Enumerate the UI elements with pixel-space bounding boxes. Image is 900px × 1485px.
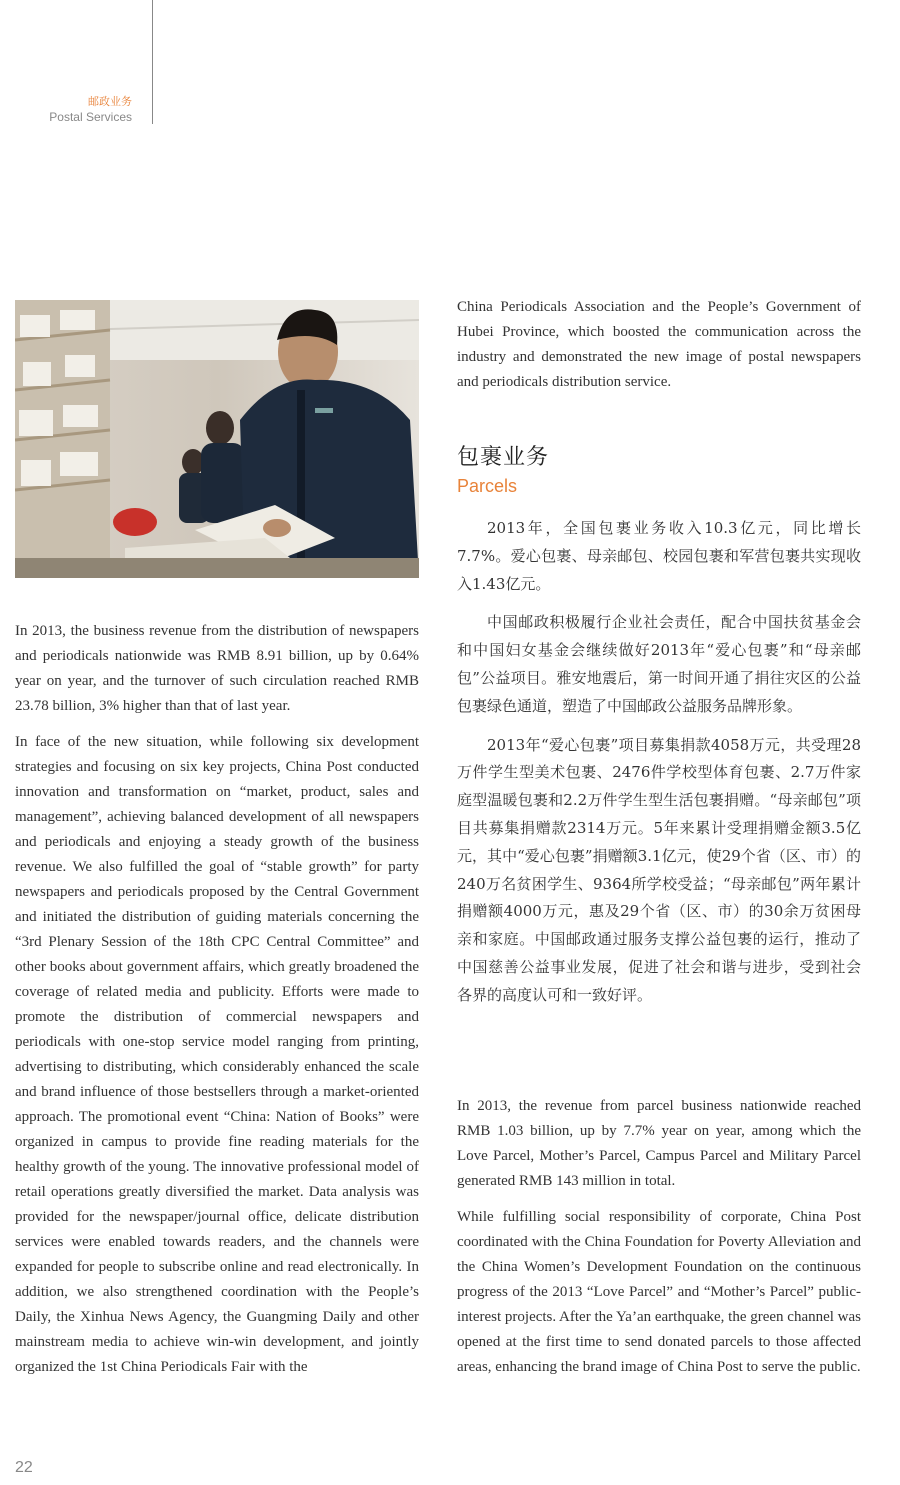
right-column-continuation bbox=[457, 295, 861, 406]
section-label-zh: 邮政业务 bbox=[88, 95, 132, 108]
left-paragraph-2: In face of the new situation, while following six development strategies and focusing on six key projects, China Post conducted innovation and transformation on “market, product, sales and management”, achieving balanced development of all newspapers and periodicals and enjoying a steady growth of the business revenue. We also fulfilled the goal of “stable growth” for party newspapers and periodicals proposed by the Central Government and initiated the distribution of guiding materials concerning the “3rd Plenary Session of the 18th CPC Central Committee” and other books about government affairs, which greatly broadened the coverage of related media and publicity. Efforts were made to promote the distribution of commercial newspapers and periodicals with one-stop service model ranging from printing, advertising to distributing, which considerably enhanced the scale and brand influence of those bestsellers through a market-oriented approach. The promotional event “China: Nation of Books” were organized in campus to provide fine reading materials for the healthy growth of the young. The innovative professional model of retail operations greatly diversified the market. Data analysis was provided for the newspaper/journal office, delicate distribution services were enabled towards readers, and the channels were expanded for people to subscribe online and read electronically. In addition, we also strengthened coordination with the People’s Daily, the Xinhua News Agency, the Guangming Daily and other mainstream media to achieve win-win development, and jointly organized the 1st China Periodicals Fair with the bbox=[15, 734, 419, 1375]
zh-paragraph-3: 2013年“爱心包裹”项目募集捐款4058万元，共受理28万件学生型美术包裹、2476件学校型体育包裹、2.7万件家庭型温暖包裹和2.2万件学生型生活包裹捐赠。“母亲邮包”项目共募集捐赠款2314万元。5年来累计受理捐赠金额3.5亿元，其中“爱心包裹”捐赠额3.1亿元，使29个省（区、市）的240万名贫困学生、9364所学校受益；“母亲邮包”两年累计捐赠额4000万元，惠及29个省（区、市）的30余万贫困母亲和家庭。中国邮政通过服务支撑公益包裹的运行，推动了中国慈善公益事业发展，促进了社会和谐与进步，受到社会各界的高度认可和一致好评。 bbox=[457, 735, 862, 1004]
continuation-paragraph: China Periodicals Association and the People’s Government of Hubei Province, which boosted the communication across the industry and demonstrated the new image of postal newspapers and periodicals distribution service. bbox=[457, 299, 861, 390]
postal-workers-photo bbox=[15, 300, 419, 578]
en-paragraph-2: While fulfilling social responsibility of corporate, China Post coordinated with the China Foundation for Poverty Alleviation and the China Women’s Development Foundation on the continuous progress of the 2013 “Love Parcel” and “Mother’s Parcel” public-interest projects. After the Ya’an earthquake, the green channel was opened at the first time to send donated parcels to those affected areas, enhancing the brand image of China Post to serve the public. bbox=[457, 1209, 862, 1375]
en-paragraph-1: In 2013, the revenue from parcel business nationwide reached RMB 1.03 billion, up by 7.7% year on year, among which the Love Parcel, Mother’s Parcel, Campus Parcel and Military Parcel generated RMB 143 million in total. bbox=[457, 1098, 861, 1189]
section-title-en: Parcels bbox=[457, 476, 518, 496]
section-title-zh: 包裹业务 bbox=[457, 445, 550, 470]
left-paragraph-1: In 2013, the business revenue from the distribution of newspapers and periodicals nationwide was RMB 8.91 billion, up by 0.64% year on year, and the turnover of such circulation reached RMB 23.78 billion, 3% higher than that of last year. bbox=[15, 623, 419, 714]
header-divider bbox=[152, 0, 153, 124]
left-column bbox=[15, 619, 419, 1391]
english-parcels-body bbox=[457, 1094, 861, 1391]
zh-paragraph-2: 中国邮政积极履行企业社会责任，配合中国扶贫基金会和中国妇女基金会继续做好2013年“爱心包裹”和“母亲邮包”公益项目。雅安地震后，第一时间开通了捐往灾区的公益包裹绿色通道，塑造了中国邮政公益服务品牌形象。 bbox=[457, 613, 861, 715]
page-number: 22 bbox=[15, 1459, 33, 1476]
section-label-en: Postal Services bbox=[49, 110, 132, 124]
zh-paragraph-1: 2013年，全国包裹业务收入10.3亿元，同比增长7.7%。爱心包裹、母亲邮包、校园包裹和军营包裹共实现收入1.43亿元。 bbox=[457, 519, 861, 593]
chinese-body bbox=[457, 515, 861, 1021]
